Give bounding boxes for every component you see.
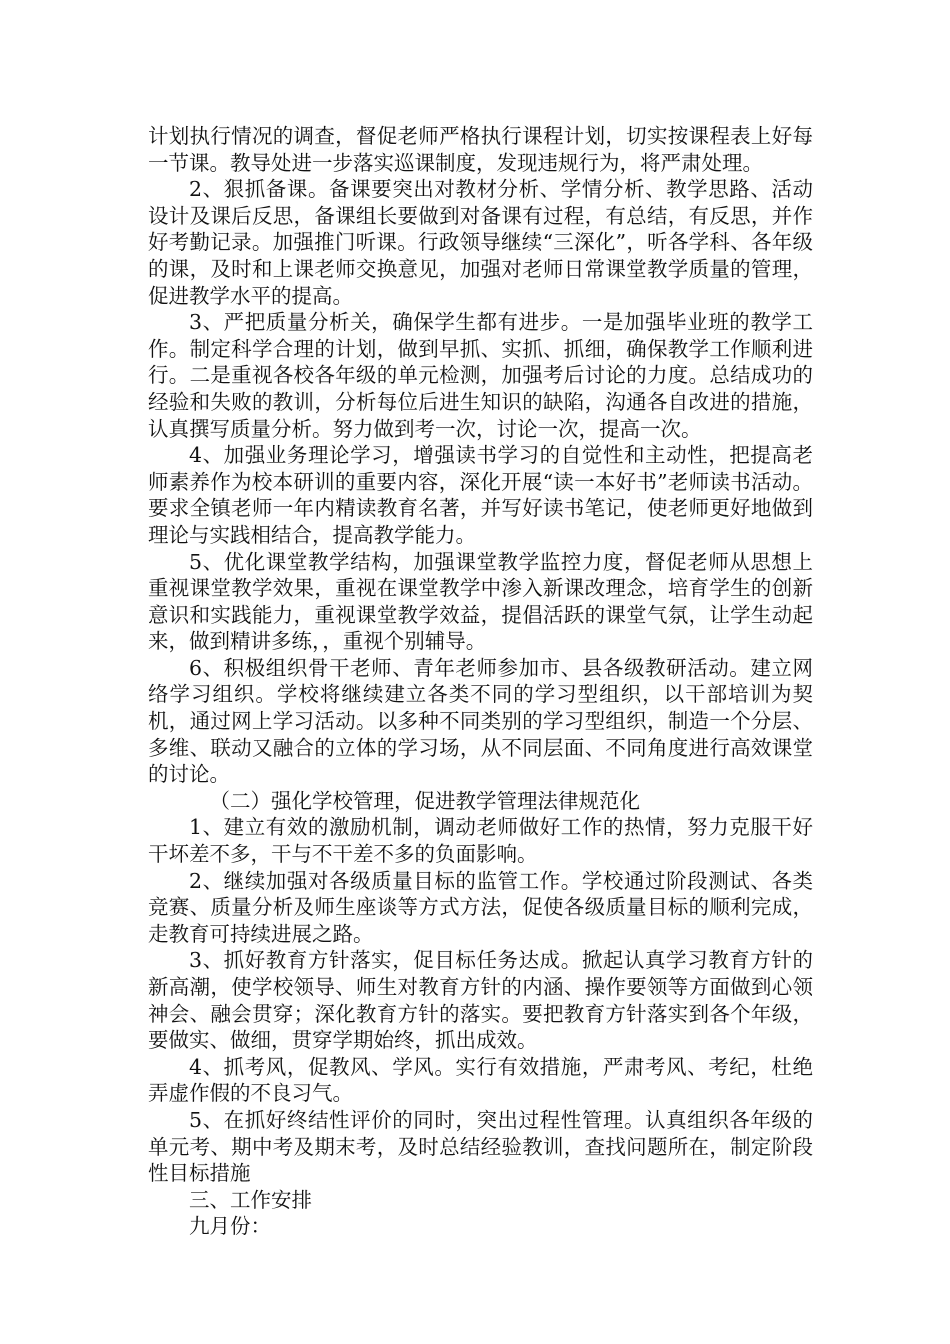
paragraph-management-item-1: 1、建立有效的激励机制，调动老师做好工作的热情，努力克服干好干坏差不多，干与不干差不多的负面影响。 — [148, 815, 813, 867]
document-body — [148, 123, 813, 1240]
paragraph-management-item-4: 4、抓考风，促教风、学风。实行有效措施，严肃考风、考纪，杜绝弄虚作假的不良习气。 — [148, 1054, 813, 1106]
paragraph-item-2-lesson-prep: 2、狠抓备课。备课要突出对教材分析、学情分析、教学思路、活动设计及课后反思，备课组长要做到对备课有过程，有总结，有反思，并作好考勤记录。加强推门听课。行政领导继续“三深化”，听各学科、各年级的课，及时和上课老师交换意见，加强对老师日常课堂教学质量的管理，促进教学水平的提高。 — [148, 177, 813, 308]
paragraph-item-5-classroom-structure: 5、优化课堂教学结构，加强课堂教学监控力度，督促老师从思想上重视课堂教学效果，重视在课堂教学中渗入新课改理念，培育学生的创新意识和实践能力，重视课堂教学效益，提倡活跃的课堂气氛，让学生动起来，做到精讲多练，，重视个别辅导。 — [148, 549, 813, 654]
paragraph-item-4-theory-study: 4、加强业务理论学习，增强读书学习的自觉性和主动性，把提高老师素养作为校本研训的重要内容，深化开展“读一本好书”老师读书活动。要求全镇老师一年内精读教育名著，并写好读书笔记，使老师更好地做到理论与实践相结合，提高教学能力。 — [148, 443, 813, 547]
paragraph-item-6-research-activities: 6、积极组织骨干老师、青年老师参加市、县各级教研活动。建立网络学习组织。学校将继续建立各类不同的学习型组织，以干部培训为契机，通过网上学习活动。以多种不同类别的学习型组织，制造一个分层、多维、联动又融合的立体的学习场，从不同层面、不同角度进行高效课堂的讨论。 — [148, 655, 813, 787]
section-heading-school-management: （二）强化学校管理，促进教学管理法律规范化 — [209, 788, 640, 813]
section-heading-work-schedule: 三、工作安排 — [189, 1187, 312, 1212]
paragraph-management-item-5: 5、在抓好终结性评价的同时，突出过程性管理。认真组织各年级的单元考、期中考及期末考，及时总结经验教训，查找问题所在，制定阶段性目标措施 — [148, 1107, 813, 1186]
paragraph-continuation: 计划执行情况的调查，督促老师严格执行课程计划，切实按课程表上好每一节课。教导处进一步落实巡课制度，发现违规行为，将严肃处理。 — [148, 124, 813, 175]
paragraph-management-item-3: 3、抓好教育方针落实，促目标任务达成。掀起认真学习教育方针的新高潮，使学校领导、师生对教育方针的内涵、操作要领等方面做到心领神会、融会贯穿；深化教育方针的落实。要把教育方针落实到各个年级，要做实、做细，贯穿学期始终，抓出成效。 — [148, 948, 813, 1053]
month-label-september: 九月份： — [189, 1214, 271, 1239]
paragraph-management-item-2: 2、继续加强对各级质量目标的监管工作。学校通过阶段测试、各类竞赛、质量分析及师生座谈等方式方法，促使各级质量目标的顺利完成，走教育可持续进展之路。 — [148, 868, 813, 946]
paragraph-item-3-quality-analysis: 3、严把质量分析关，确保学生都有进步。一是加强毕业班的教学工作。制定科学合理的计划，做到早抓、实抓、抓细，确保教学工作顺利进行。二是重视各校各年级的单元检测，加强考后讨论的力度。总结成功的经验和失败的教训，分析每位后进生知识的缺陷，沟通各自改进的措施，认真撰写质量分析。努力做到考一次，讨论一次，提高一次。 — [148, 310, 813, 441]
